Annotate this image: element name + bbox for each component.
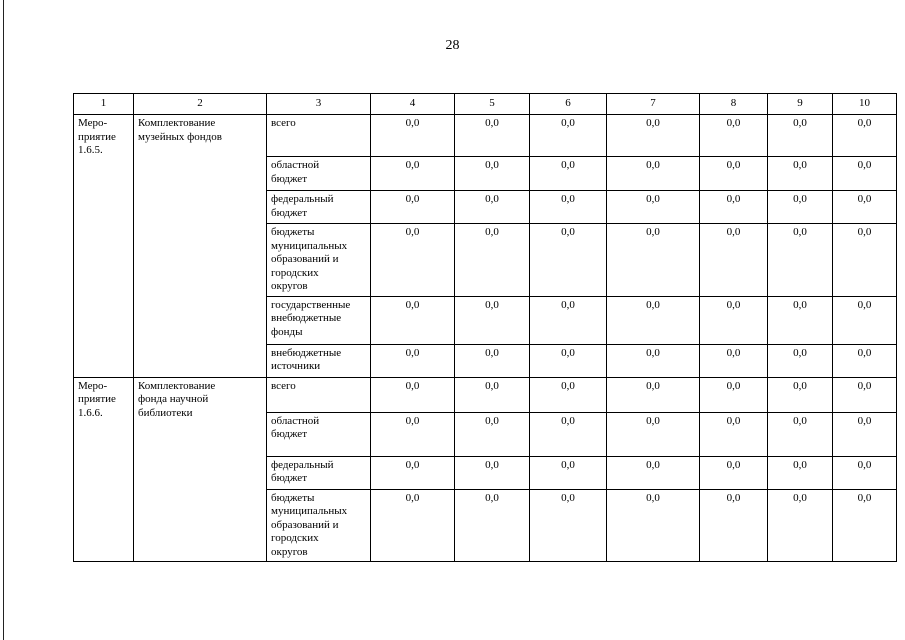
value-cell: 0,0 xyxy=(833,412,897,456)
funding-source-cell: всего xyxy=(267,115,371,157)
value-cell: 0,0 xyxy=(371,191,455,224)
value-cell: 0,0 xyxy=(371,296,455,344)
value-cell: 0,0 xyxy=(768,412,833,456)
value-cell: 0,0 xyxy=(455,456,530,489)
funding-source-cell: государственные внебюджетные фонды xyxy=(267,296,371,344)
value-cell: 0,0 xyxy=(530,157,607,191)
header-cell-2: 2 xyxy=(134,94,267,115)
value-cell: 0,0 xyxy=(833,377,897,412)
funding-source-cell: федеральный бюджет xyxy=(267,456,371,489)
value-cell: 0,0 xyxy=(371,489,455,562)
value-cell: 0,0 xyxy=(833,456,897,489)
funding-source-cell: областной бюджет xyxy=(267,157,371,191)
value-cell: 0,0 xyxy=(833,224,897,297)
page-left-edge xyxy=(3,0,4,640)
value-cell: 0,0 xyxy=(607,412,700,456)
value-cell: 0,0 xyxy=(768,115,833,157)
activity-name-cell: Комплектование музейных фондов xyxy=(134,115,267,378)
activity-code-cell: Меро- приятие 1.6.5. xyxy=(74,115,134,378)
value-cell: 0,0 xyxy=(768,191,833,224)
header-cell-4: 4 xyxy=(371,94,455,115)
value-cell: 0,0 xyxy=(700,191,768,224)
value-cell: 0,0 xyxy=(530,377,607,412)
value-cell: 0,0 xyxy=(607,157,700,191)
value-cell: 0,0 xyxy=(607,344,700,377)
value-cell: 0,0 xyxy=(768,489,833,562)
table-row xyxy=(74,115,897,157)
header-cell-10: 10 xyxy=(833,94,897,115)
value-cell: 0,0 xyxy=(700,344,768,377)
value-cell: 0,0 xyxy=(700,489,768,562)
value-cell: 0,0 xyxy=(530,191,607,224)
table-body xyxy=(74,94,897,562)
page-number: 28 xyxy=(445,38,460,53)
value-cell: 0,0 xyxy=(455,377,530,412)
value-cell: 0,0 xyxy=(768,224,833,297)
header-cell-8: 8 xyxy=(700,94,768,115)
funding-source-cell: бюджеты муниципальных образований и городских округов xyxy=(267,224,371,297)
funding-source-cell: всего xyxy=(267,377,371,412)
value-cell: 0,0 xyxy=(700,115,768,157)
value-cell: 0,0 xyxy=(607,489,700,562)
value-cell: 0,0 xyxy=(833,157,897,191)
value-cell: 0,0 xyxy=(455,489,530,562)
activity-name-cell: Комплектование фонда научной библиотеки xyxy=(134,377,267,562)
funding-source-cell: областной бюджет xyxy=(267,412,371,456)
header-cell-5: 5 xyxy=(455,94,530,115)
value-cell: 0,0 xyxy=(455,115,530,157)
value-cell: 0,0 xyxy=(607,115,700,157)
value-cell: 0,0 xyxy=(530,115,607,157)
header-cell-9: 9 xyxy=(768,94,833,115)
funding-source-cell: внебюджетные источники xyxy=(267,344,371,377)
value-cell: 0,0 xyxy=(768,157,833,191)
value-cell: 0,0 xyxy=(530,489,607,562)
value-cell: 0,0 xyxy=(607,191,700,224)
value-cell: 0,0 xyxy=(833,191,897,224)
value-cell: 0,0 xyxy=(371,224,455,297)
header-cell-3: 3 xyxy=(267,94,371,115)
value-cell: 0,0 xyxy=(530,412,607,456)
value-cell: 0,0 xyxy=(833,115,897,157)
value-cell: 0,0 xyxy=(371,157,455,191)
value-cell: 0,0 xyxy=(371,344,455,377)
value-cell: 0,0 xyxy=(700,456,768,489)
value-cell: 0,0 xyxy=(455,157,530,191)
value-cell: 0,0 xyxy=(833,344,897,377)
value-cell: 0,0 xyxy=(833,296,897,344)
value-cell: 0,0 xyxy=(455,296,530,344)
value-cell: 0,0 xyxy=(607,224,700,297)
header-row xyxy=(74,94,897,115)
value-cell: 0,0 xyxy=(530,224,607,297)
value-cell: 0,0 xyxy=(455,412,530,456)
value-cell: 0,0 xyxy=(833,489,897,562)
funding-table xyxy=(73,93,897,562)
value-cell: 0,0 xyxy=(607,296,700,344)
value-cell: 0,0 xyxy=(530,296,607,344)
header-cell-1: 1 xyxy=(74,94,134,115)
value-cell: 0,0 xyxy=(768,377,833,412)
value-cell: 0,0 xyxy=(455,224,530,297)
value-cell: 0,0 xyxy=(607,377,700,412)
value-cell: 0,0 xyxy=(371,115,455,157)
value-cell: 0,0 xyxy=(768,344,833,377)
header-cell-7: 7 xyxy=(607,94,700,115)
value-cell: 0,0 xyxy=(700,224,768,297)
funding-source-cell: бюджеты муниципальных образований и городских округов xyxy=(267,489,371,562)
value-cell: 0,0 xyxy=(700,377,768,412)
value-cell: 0,0 xyxy=(455,191,530,224)
value-cell: 0,0 xyxy=(530,456,607,489)
value-cell: 0,0 xyxy=(700,296,768,344)
value-cell: 0,0 xyxy=(371,456,455,489)
header-cell-6: 6 xyxy=(530,94,607,115)
funding-source-cell: федеральный бюджет xyxy=(267,191,371,224)
table-row xyxy=(74,377,897,412)
value-cell: 0,0 xyxy=(700,157,768,191)
activity-code-cell: Меро- приятие 1.6.6. xyxy=(74,377,134,562)
value-cell: 0,0 xyxy=(371,412,455,456)
value-cell: 0,0 xyxy=(530,344,607,377)
value-cell: 0,0 xyxy=(700,412,768,456)
value-cell: 0,0 xyxy=(768,296,833,344)
value-cell: 0,0 xyxy=(607,456,700,489)
value-cell: 0,0 xyxy=(768,456,833,489)
value-cell: 0,0 xyxy=(455,344,530,377)
value-cell: 0,0 xyxy=(371,377,455,412)
